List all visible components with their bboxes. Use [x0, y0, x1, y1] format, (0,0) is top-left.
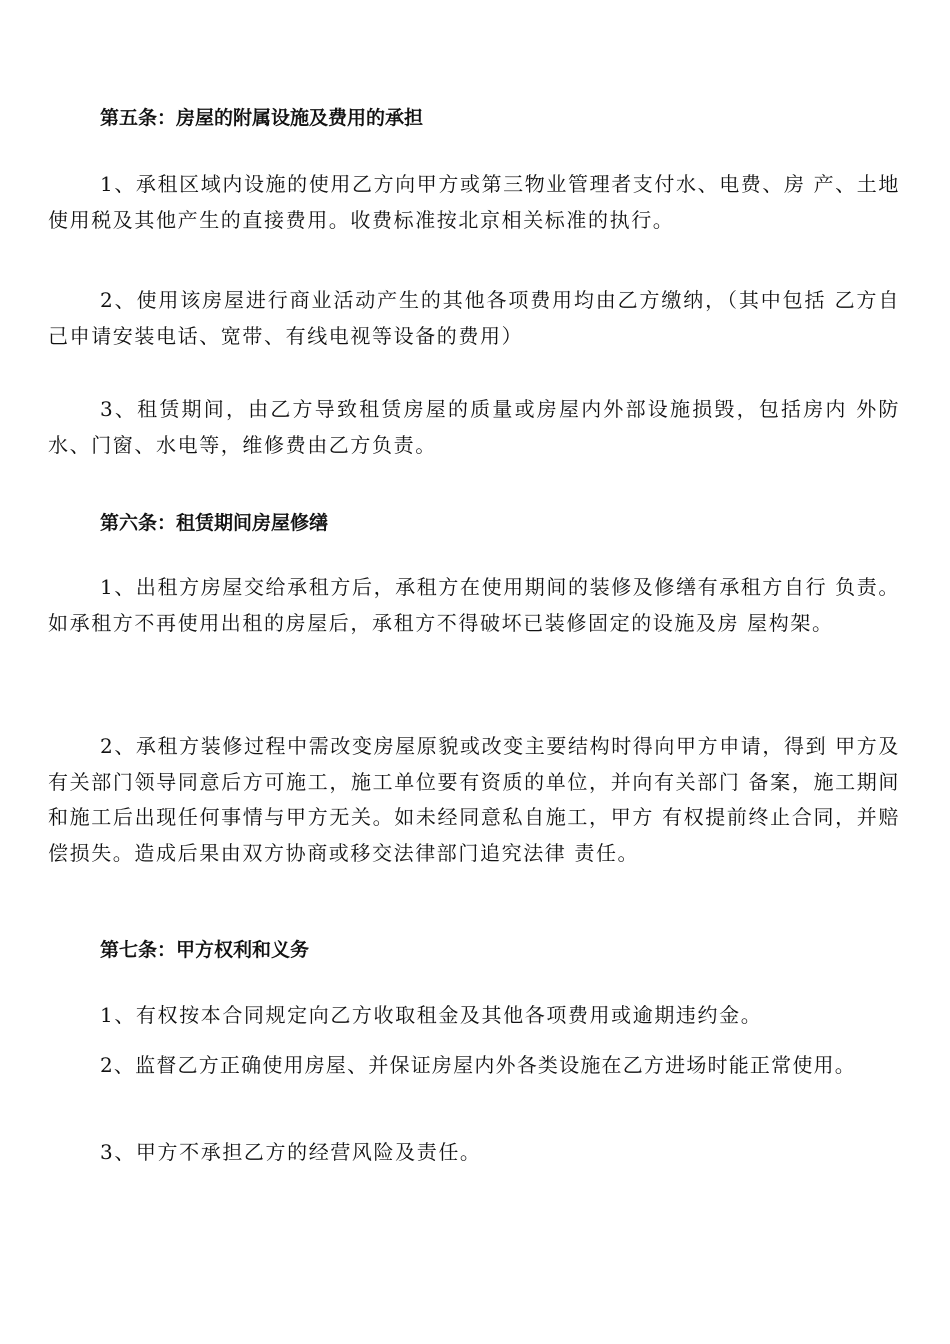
section-5-heading: 第五条：房屋的附属设施及费用的承担	[100, 107, 424, 129]
section-6-item-2: 2、承租方装修过程中需改变房屋原貌或改变主要结构时得向甲方申请，得到 甲方及有关部门领导同意后方可施工，施工单位要有资质的单位，并向有关部门 备案，施工期间和施工后出现任何事情与甲方无关。如未经同意私自施工，甲方 有权提前终止合同，并赔偿损失。造成后果由双方协商或移交法律部门追究法律 责任。	[48, 734, 900, 865]
section-5-item-3: 3、租赁期间，由乙方导致租赁房屋的质量或房屋内外部设施损毁，包括房内 外防水、门窗、水电等，维修费由乙方负责。	[48, 397, 900, 457]
section-7-item-3: 3、甲方不承担乙方的经营风险及责任。	[100, 1140, 482, 1164]
section-5-item-2: 2、使用该房屋进行商业活动产生的其他各项费用均由乙方缴纳，（其中包括 乙方自己申请安装电话、宽带、有线电视等设备的费用）	[48, 288, 900, 348]
section-7-heading: 第七条：甲方权利和义务	[100, 939, 310, 961]
section-5-item-1: 1、承租区域内设施的使用乙方向甲方或第三物业管理者支付水、电费、房 产、土地使用税及其他产生的直接费用。收费标准按北京相关标准的执行。	[48, 172, 900, 232]
section-7-item-2: 2、监督乙方正确使用房屋、并保证房屋内外各类设施在乙方进场时能正常使用。	[100, 1053, 856, 1077]
section-6-heading: 第六条：租赁期间房屋修缮	[100, 512, 329, 534]
section-7-item-1: 1、有权按本合同规定向乙方收取租金及其他各项费用或逾期违约金。	[100, 1003, 763, 1027]
section-6-item-1: 1、出租方房屋交给承租方后，承租方在使用期间的装修及修缮有承租方自行 负责。如承租方不再使用出租的房屋后，承租方不得破坏已装修固定的设施及房 屋构架。	[48, 575, 900, 635]
